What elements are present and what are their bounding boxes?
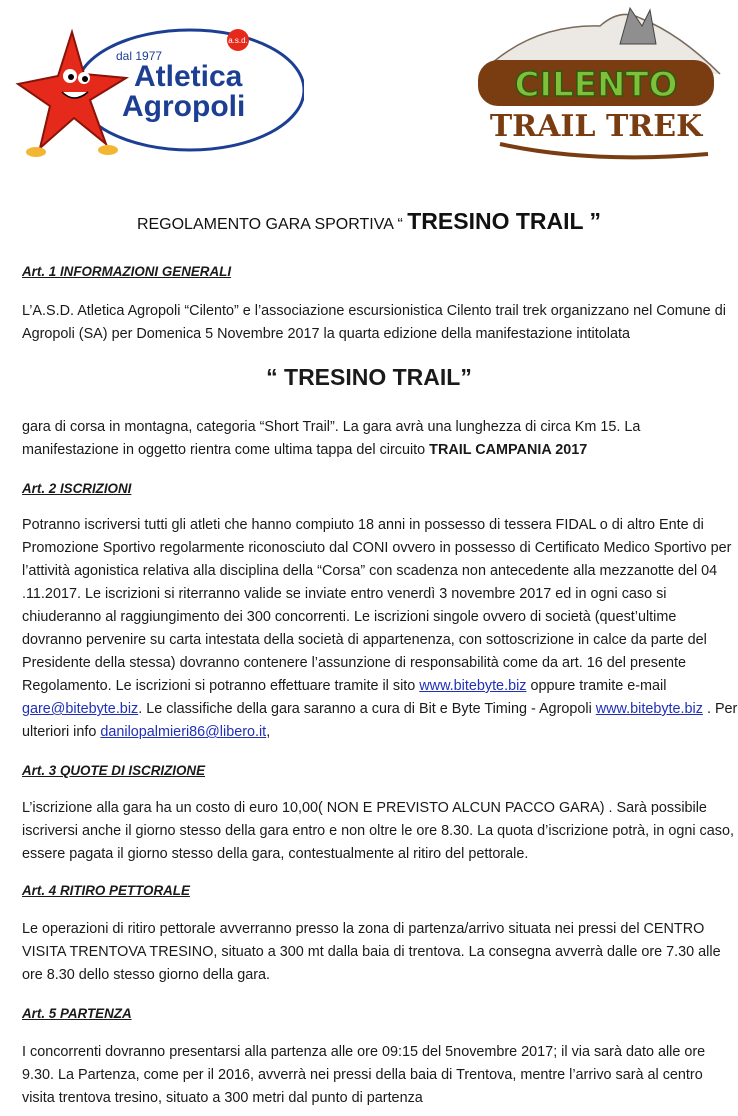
svg-text:CILENTO: CILENTO <box>514 65 678 105</box>
art3-paragraph: L’iscrizione alla gara ha un costo di euro 10,00( NON E PREVISTO ALCUN PACCO GARA) . Sarà possibile iscriversi anche il giorno stesso della gara entro e non oltre le ore 8.30. La quota d’iscrizione potrà, in ogni caso, essere pagata il giorno stesso della gara, contestualmente al ritiro del pettorale. <box>22 800 734 862</box>
gare-email-link[interactable]: gare@bitebyte.biz <box>22 701 139 717</box>
art2-text4: . Per ulteriori info <box>22 701 738 740</box>
svg-text:Atletica: Atletica <box>134 60 243 93</box>
cilento-trail-trek-logo <box>470 4 728 170</box>
art2-text1: Potranno iscriversi tutti gli atleti che hanno compiuto 18 anni in possesso di tessera FIDAL o di altro Ente di Promozione Sportivo regolarmente riconosciuto dal CONI ovvero in possesso di Certificato Medico Sportivo per l’attività agonistica relativa alla disciplina della “Corsa” con scadenza non antecedente alla mezzanotte del 04 .11.2017. Le iscrizioni si riterranno valide se inviate entro venerdì 3 novembre 2017 ed in ogni caso si chiuderanno al raggiungimento dei 300 concorrenti. Le iscrizioni singole ovvero di società (quest’ultime dovranno pervenire su carta intestata della società di appartenenza, con sottoscrizione in calce da parte del Presidente della stessa) dovranno contenere l’assunzione di responsabilità come da art. 16 del presente Regolamento. Le iscrizioni si potranno effettuare tramite il sito <box>22 517 732 694</box>
art3-heading: Art. 3 QUOTE DI ISCRIZIONE <box>22 763 206 778</box>
circuit-name: TRAIL CAMPANIA 2017 <box>429 442 588 458</box>
art1-paragraph1: L’A.S.D. Atletica Agropoli “Cilento” e l’associazione escursionistica Cilento trail trek organizzano nel Comune di Agropoli (SA) per Domenica 5 Novembre 2017 la quarta edizione della manifestazione intitolata <box>22 303 726 342</box>
art2-paragraph <box>22 514 738 744</box>
bitebyte-site-link[interactable]: www.bitebyte.biz <box>419 678 527 694</box>
art4-heading: Art. 4 RITIRO PETTORALE <box>22 883 190 898</box>
info-email-link[interactable]: danilopalmieri86@libero.it <box>100 724 267 740</box>
svg-text:TRAIL TREK: TRAIL TREK <box>489 109 703 144</box>
title-prefix: REGOLAMENTO GARA SPORTIVA “ <box>136 216 408 233</box>
art2-heading: Art. 2 ISCRIZIONI <box>22 481 132 496</box>
art1-paragraph2 <box>22 416 738 462</box>
atletica-agropoli-logo <box>14 26 304 172</box>
art2-text5: , <box>266 724 271 740</box>
art5-heading: Art. 5 PARTENZA <box>22 1006 132 1021</box>
svg-text:a.s.d.: a.s.d. <box>228 36 248 45</box>
art2-text2: oppure tramite e-mail <box>526 678 667 694</box>
art1-paragraph2-text: gara di corsa in montagna, categoria “Short Trail”. La gara avrà una lunghezza di circa Km 15. La manifestazione in oggetto rientra come ultima tappa del circuito <box>22 419 641 458</box>
art1-heading: Art. 1 INFORMAZIONI GENERALI <box>22 264 232 279</box>
starfish-mascot-icon <box>18 32 126 157</box>
art2-text3: . Le classifiche della gara saranno a cura di Bit e Byte Timing - Agropoli <box>138 701 596 717</box>
wolf-icon <box>620 8 656 44</box>
svg-text:dal 1977: dal 1977 <box>116 49 163 63</box>
art5-paragraph: I concorrenti dovranno presentarsi alla partenza alle ore 09:15 del 5novembre 2017; il via sarà dato alle ore 9.30. La Partenza, come per il 2016, avverrà nei pressi della baia di Trentova, mentre l’arrivo sarà al centro visita trentova tresino, situato a 300 metri dal punto di partenza <box>22 1044 706 1106</box>
bitebyte-site-link-2[interactable]: www.bitebyte.biz <box>595 701 703 717</box>
title-event-name: TRESINO TRAIL ” <box>407 208 602 234</box>
event-title: “ TRESINO TRAIL” <box>266 364 472 390</box>
art4-paragraph: Le operazioni di ritiro pettorale avverranno presso la zona di partenza/arrivo situata nei pressi del CENTRO VISITA TRENTOVA TRESINO, situato a 300 mt dalla baia di trentova. La consegna avverrà dalle ore 7.30 alle ore 8.30 dello stesso giorno della gara. <box>22 921 721 983</box>
svg-text:Agropoli: Agropoli <box>122 90 246 123</box>
document-title <box>0 208 738 235</box>
